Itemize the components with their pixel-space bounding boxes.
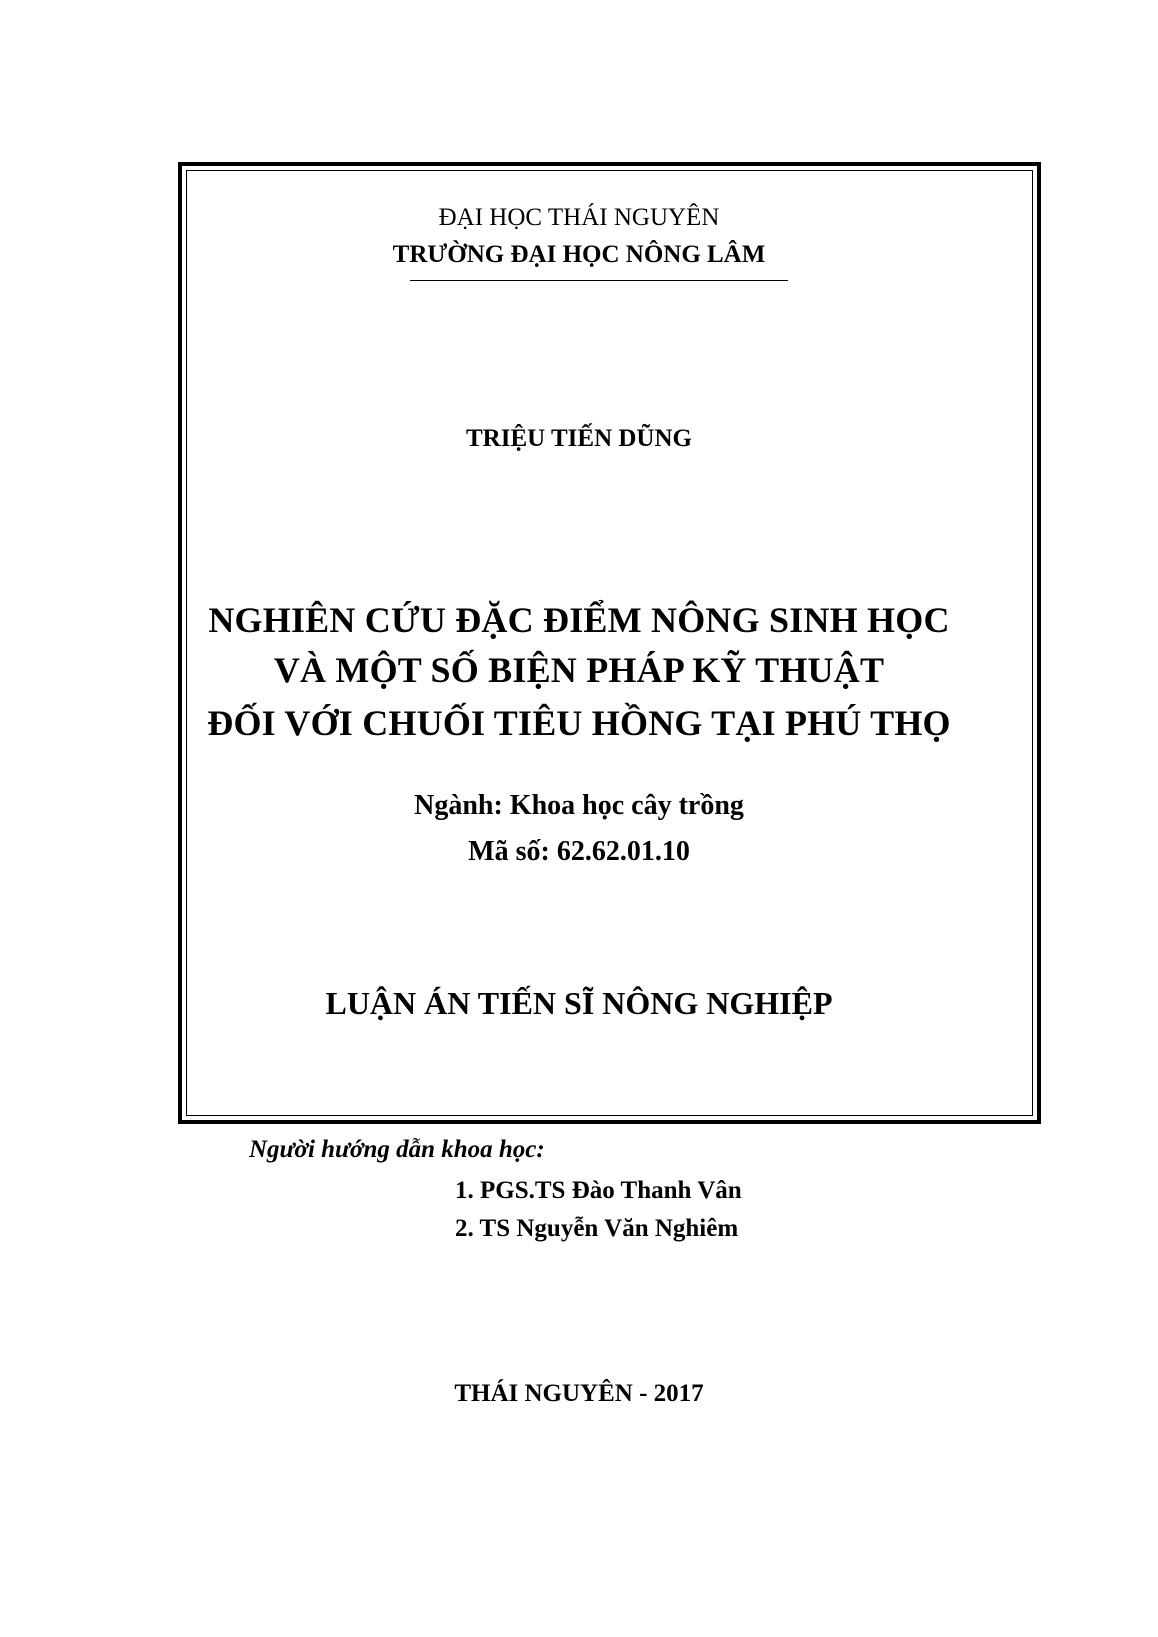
major-field: Ngành: Khoa học cây trồng — [414, 790, 744, 821]
university-name: ĐẠI HỌC THÁI NGUYÊN — [438, 204, 720, 231]
page-border-inner — [186, 170, 1033, 1116]
thesis-title-line-1: NGHIÊN CỨU ĐẶC ĐIỂM NÔNG SINH HỌC — [208, 600, 950, 640]
school-name: TRƯỜNG ĐẠI HỌC NÔNG LÂM — [392, 241, 766, 268]
thesis-title-line-2: VÀ MỘT SỐ BIỆN PHÁP KỸ THUẬT — [273, 650, 885, 690]
degree-title: LUẬN ÁN TIẾN SĨ NÔNG NGHIỆP — [325, 985, 833, 1021]
major-code: Mã số: 62.62.01.10 — [468, 836, 690, 867]
advisor-item: 1. PGS.TS Đào Thanh Vân — [455, 1177, 742, 1204]
school-name-underline — [410, 280, 788, 281]
thesis-title-line-3: ĐỐI VỚI CHUỐI TIÊU HỒNG TẠI PHÚ THỌ — [207, 703, 951, 743]
place-and-year: THÁI NGUYÊN - 2017 — [454, 1380, 704, 1407]
author-name: TRIỆU TIẾN DŨNG — [466, 425, 692, 452]
advisors-heading: Người hướng dẫn khoa học: — [249, 1136, 545, 1163]
advisor-item: 2. TS Nguyễn Văn Nghiêm — [455, 1215, 739, 1242]
